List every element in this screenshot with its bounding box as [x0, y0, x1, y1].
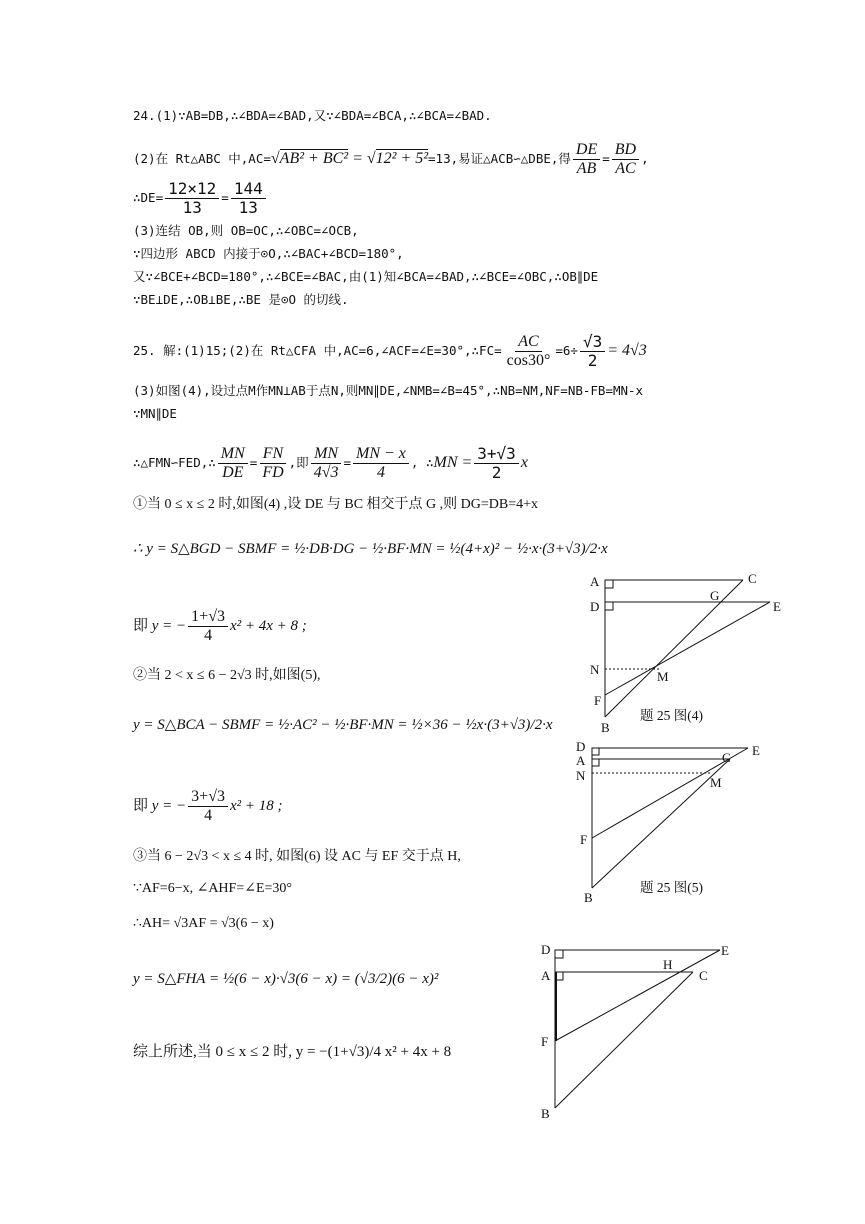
q25-case3: ③当 6 − 2√3 < x ≤ 4 时, 如图(6) 设 AC 与 EF 交于点 H,	[133, 849, 461, 864]
q25-line3: ∵MN∥DE	[133, 406, 177, 421]
q25-case2-res-pre: 即	[133, 797, 149, 814]
fig5-label-f: F	[580, 832, 588, 847]
q25-case2-res-end: x² + 18 ;	[229, 797, 283, 814]
q25-case1-result: 即 y = − $\frac{1+√3}{4}$ x² + 4x + 8 ;	[133, 608, 307, 644]
q24-line4: (3)连结 OB,则 OB=OC,∴∠OBC=∠OCB,	[133, 223, 359, 238]
q25-case2-eq: y = S△BCA − SBMF = ½·AC² − ½·BF·MN = ½×36 − ½x·(3+√3)/2·x	[133, 717, 553, 733]
fig4-caption: 题 25 图(4)	[640, 708, 703, 723]
fig4-label-b: B	[601, 720, 610, 735]
fig4-label-e: E	[773, 599, 781, 614]
q25-line1: 25. 解:(1)15;(2)在 Rt△CFA 中,AC=6,∠ACF=∠E=30°,∴FC= $\frac{AC}{\cos 30^\circ}$ =6÷ $\frac{√3}{2}$ = 4√3	[133, 332, 647, 370]
fig5-label-b: B	[584, 890, 593, 905]
fig5-label-d: D	[576, 739, 586, 754]
q25-line4: ∴△FMN∽FED,∴ $\frac{MN}{DE}$ = $\frac{FN}{FD}$ ,即 $\frac{MN}{4√3}$ = $\frac{MN - x}{4}$ , ∴MN = $\frac{3+√3}{2}$ x	[133, 444, 528, 482]
q25-case3-line3: ∴AH= √3AF = √3(6 − x)	[133, 916, 274, 931]
fig6-label-e: E	[721, 943, 729, 958]
fig4-label-f: F	[594, 693, 602, 708]
q25-case3-line2: ∵AF=6−x, ∠AHF=∠E=30°	[133, 881, 293, 896]
q25-case1-res-pre: 即	[133, 617, 149, 634]
q25-line1-mid: =6÷	[555, 343, 578, 358]
q25-case2-result: 即 y = − $\frac{3+√3}{4}$ x² + 18 ;	[133, 788, 283, 824]
fig5-caption: 题 25 图(5)	[640, 880, 703, 895]
q25-line1-pre: 25. 解:(1)15;(2)在 Rt△CFA 中,AC=6,∠ACF=∠E=30°,∴FC=	[133, 343, 502, 358]
fig4-label-a: A	[590, 574, 600, 589]
q25-case1-eq: ∴ y = S△BGD − SBMF = ½·DB·DG − ½·BF·MN = ½(4+x)² − ½·x·(3+√3)/2·x	[133, 541, 608, 557]
fig5-label-e: E	[752, 743, 760, 758]
fig5-label-c: C	[722, 750, 731, 765]
fig5-label-m: M	[710, 775, 722, 790]
fig4-label-m: M	[657, 669, 669, 684]
fig4-label-g: G	[710, 588, 720, 603]
q25-line4-mid: ,即	[288, 455, 309, 470]
q24-line7: ∵BE⊥DE,∴OB⊥BE,∴BE 是⊙O 的切线.	[133, 292, 349, 307]
fig6-label-a: A	[541, 968, 551, 983]
fig6-label-c: C	[699, 968, 708, 983]
q24-line6: 又∵∠BCE+∠BCD=180°,∴∠BCE=∠BAC,由(1)知∠BCA=∠BAD,∴∠BCE=∠OBC,∴OB∥DE	[133, 269, 599, 284]
q24-line3-pre: ∴DE=	[133, 190, 164, 205]
fig6-label-b: B	[541, 1106, 550, 1121]
fig5-label-a: A	[576, 753, 586, 768]
fig6-label-f: F	[541, 1034, 549, 1049]
q25-line4-pre: ∴△FMN∽FED,∴	[133, 455, 216, 470]
q24-line2: (2)在 Rt△ABC 中,AC=√AB² + BC² = √12² + 5²=13,易证△ACB∽△DBE,得 $\frac{DE}{AB}$ = $\frac{BD}{AC}$ ,	[133, 141, 649, 177]
q24-line2-pre: (2)在 Rt△ABC 中,AC=	[133, 151, 271, 166]
figure-25-6	[535, 938, 745, 1123]
q25-case1-res-end: x² + 4x + 8 ;	[229, 617, 307, 634]
q24-line5: ∵四边形 ABCD 内接于⊙O,∴∠BAC+∠BCD=180°,	[133, 246, 404, 261]
q25-summary: 综上所述,当 0 ≤ x ≤ 2 时, y = −(1+√3)/4 x² + 4x + 8	[133, 1044, 452, 1060]
q25-line4-end: , ∴	[410, 455, 434, 470]
q25-case3-eq: y = S△FHA = ½(6 − x)·√3(6 − x) = (√3/2)(6 − x)²	[133, 971, 439, 987]
q25-line2: (3)如图(4),设过点M作MN⊥AB于点N,则MN∥DE,∠NMB=∠B=45°,∴NB=NM,NF=NB-FB=MN-x	[133, 383, 644, 398]
q24-line3: ∴DE= $\frac{12\times 12}{13}$ = $\frac{144}{13}$	[133, 180, 268, 217]
fig6-label-d: D	[541, 942, 551, 957]
q24-line1: 24.(1)∵AB=DB,∴∠BDA=∠BAD,又∵∠BDA=∠BCA,∴∠BCA=∠BAD.	[133, 108, 492, 123]
q25-case1: ①当 0 ≤ x ≤ 2 时,如图(4) ,设 DE 与 BC 相交于点 G ,则 DG=DB=4+x	[133, 497, 538, 512]
q24-line2-mid: =13,易证△ACB∽△DBE,得	[428, 151, 571, 166]
fig5-label-n: N	[576, 768, 586, 783]
fig4-label-d: D	[590, 599, 600, 614]
fig6-label-h: H	[663, 957, 673, 972]
fig4-label-n: N	[590, 662, 600, 677]
q25-case2: ②当 2 < x ≤ 6 − 2√3 时,如图(5),	[133, 668, 321, 683]
q25-line1-end: = 4√3	[607, 342, 647, 359]
fig4-label-c: C	[748, 571, 757, 586]
